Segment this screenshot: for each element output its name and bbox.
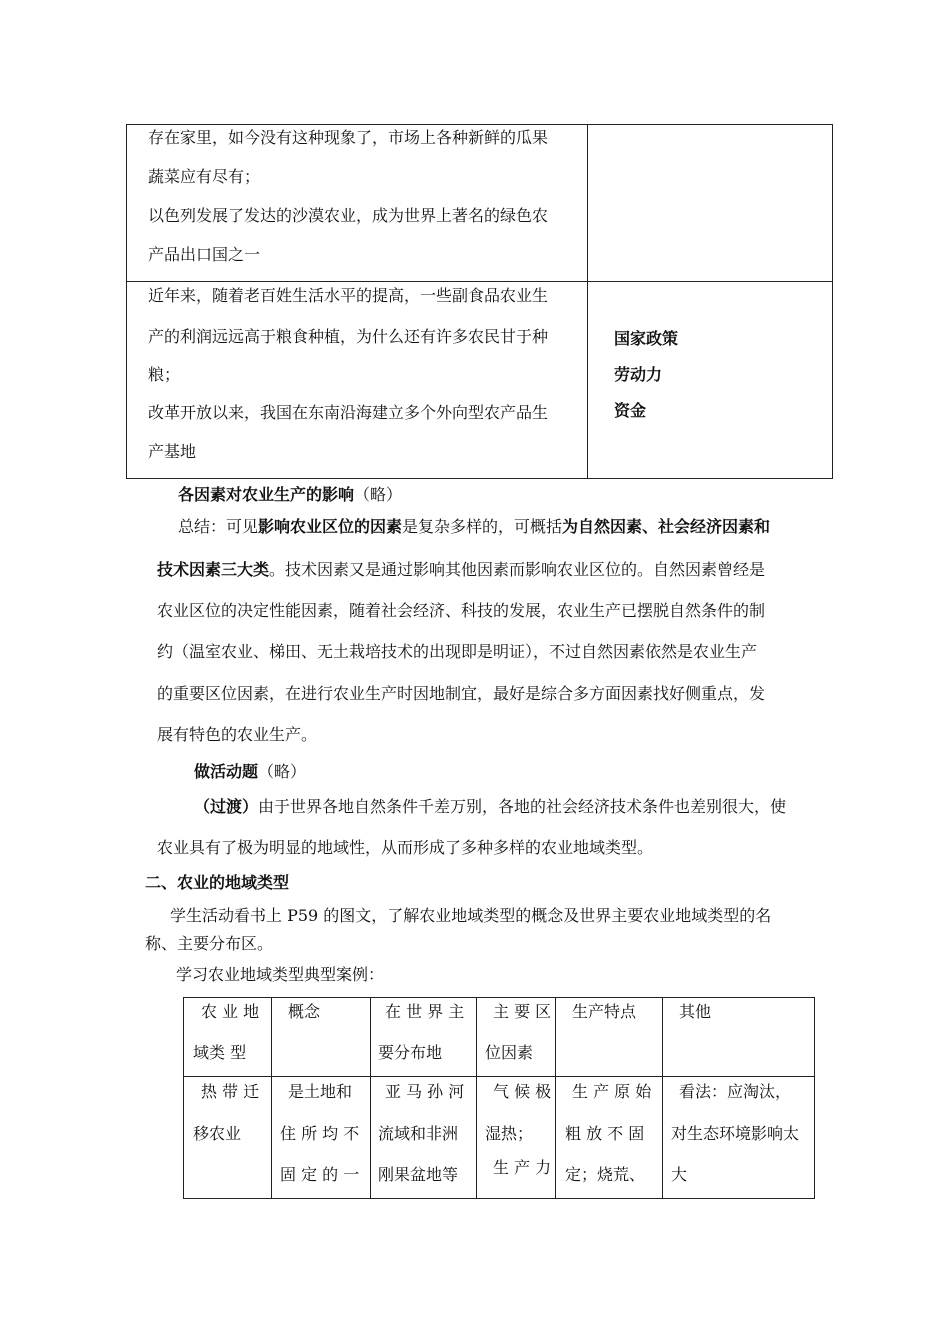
summary-text: 总结：可见 <box>178 517 259 536</box>
table-header: 要分布地 <box>378 1043 443 1062</box>
table-cell: 固 定 的 一 <box>280 1165 360 1184</box>
summary-emphasis: 影响农业区位的因素 <box>258 517 403 536</box>
table-cell: 热 带 迁 <box>201 1082 260 1101</box>
student-activity-line: 称、主要分布区。 <box>145 934 274 953</box>
table-cell: 移农业 <box>193 1124 242 1143</box>
factor-label: 资金 <box>614 401 647 420</box>
table-cell: 对生态环境影响太 <box>671 1124 800 1143</box>
table-header: 主 要 区 <box>493 1002 552 1021</box>
summary-line: 约（温室农业、梯田、无土栽培技术的出现即是明证），不过自然因素依然是农业生产 <box>157 642 758 661</box>
table-cell: 定；烧荒、 <box>565 1165 646 1184</box>
influence-heading <box>178 485 402 505</box>
table-cell: 气 候 极 <box>493 1082 552 1101</box>
table-divider <box>126 281 833 282</box>
summary-emphasis: 技术因素三大类 <box>157 560 270 579</box>
table-cell: 粗 放 不 固 <box>565 1124 645 1143</box>
table-cell: 湿热； <box>485 1124 534 1143</box>
table-header: 在 世 界 主 <box>385 1002 465 1021</box>
activity-heading <box>194 762 306 782</box>
factor-label: 国家政策 <box>614 329 679 348</box>
table-cell: 住 所 均 不 <box>280 1124 360 1143</box>
summary-line: 农业区位的决定性能因素，随着社会经济、科技的发展，农业生产已摆脱自然条件的制 <box>157 601 766 620</box>
table-cell-line: 产基地 <box>148 442 197 461</box>
influence-heading-suffix: （略） <box>354 485 403 504</box>
table-cell-line: 以色列发展了发达的沙漠农业，成为世界上著名的绿色农 <box>148 206 549 225</box>
table-divider <box>271 997 272 1199</box>
transition-text: 由于世界各地自然条件千差万别，各地的社会经济技术条件也差别很大，使 <box>258 797 787 816</box>
table-header: 位因素 <box>485 1043 534 1062</box>
table-header: 其他 <box>679 1002 712 1021</box>
summary-line <box>157 560 765 580</box>
summary-line: 展有特色的农业生产。 <box>157 725 318 744</box>
table-cell: 看法：应淘汰， <box>679 1082 792 1101</box>
summary-line: 的重要区位因素，在进行农业生产时因地制宜，最好是综合多方面因素找好侧重点，发 <box>157 684 766 703</box>
summary-text: 。技术因素又是通过影响其他因素而影响农业区位的。自然因素曾经是 <box>269 560 766 579</box>
table-cell-line: 存在家里，如今没有这种现象了，市场上各种新鲜的瓜果 <box>148 128 549 147</box>
table-header: 域类 型 <box>193 1043 247 1062</box>
table-cell-line: 产品出口国之一 <box>148 245 261 264</box>
table-cell: 生 产 原 始 <box>572 1082 652 1101</box>
table-cell: 刚果盆地等 <box>378 1165 459 1184</box>
summary-emphasis: 为自然因素、社会经济因素和 <box>562 517 771 536</box>
table-header: 生产特点 <box>572 1002 637 1021</box>
activity-suffix: （略） <box>258 762 307 781</box>
table-cell: 流域和非洲 <box>378 1124 459 1143</box>
table-cell-line: 改革开放以来，我国在东南沿海建立多个外向型农产品生 <box>148 403 549 422</box>
activity-label: 做活动题 <box>194 762 259 781</box>
table-divider <box>476 997 477 1199</box>
section-title: 二、农业的地域类型 <box>145 873 290 892</box>
table-cell: 是土地和 <box>288 1082 353 1101</box>
summary-line <box>178 517 770 537</box>
cases-intro: 学习农业地域类型典型案例： <box>176 965 385 984</box>
table-cell-line: 近年来，随着老百姓生活水平的提高，一些副食品农业生 <box>148 286 549 305</box>
table-divider <box>183 1076 815 1077</box>
table-divider <box>662 997 663 1199</box>
student-activity-line: 学生活动看书上 P59 的图文，了解农业地域类型的概念及世界主要农业地域类型的名 <box>170 906 772 925</box>
table-cell-line: 粮； <box>148 365 181 384</box>
table-cell: 亚 马 孙 河 <box>385 1082 465 1101</box>
factor-label: 劳动力 <box>614 365 663 384</box>
table-divider <box>555 997 556 1199</box>
influence-heading-text: 各因素对农业生产的影响 <box>178 485 355 504</box>
table-cell: 大 <box>671 1165 688 1184</box>
transition-label: （过渡） <box>194 797 259 816</box>
table-header: 农 业 地 <box>201 1002 260 1021</box>
table-header: 概念 <box>288 1002 321 1021</box>
table-cell-line: 蔬菜应有尽有； <box>148 167 261 186</box>
table-cell-line: 产的利润远远高于粮食种植，为什么还有许多农民甘于种 <box>148 327 549 346</box>
table-divider <box>587 124 588 479</box>
summary-text: 是复杂多样的，可概括 <box>402 517 563 536</box>
table-cell: 生 产 力 <box>493 1158 552 1177</box>
table-divider <box>370 997 371 1199</box>
transition-line: 农业具有了极为明显的地域性，从而形成了多种多样的农业地域类型。 <box>157 838 654 857</box>
transition-line <box>194 797 786 817</box>
